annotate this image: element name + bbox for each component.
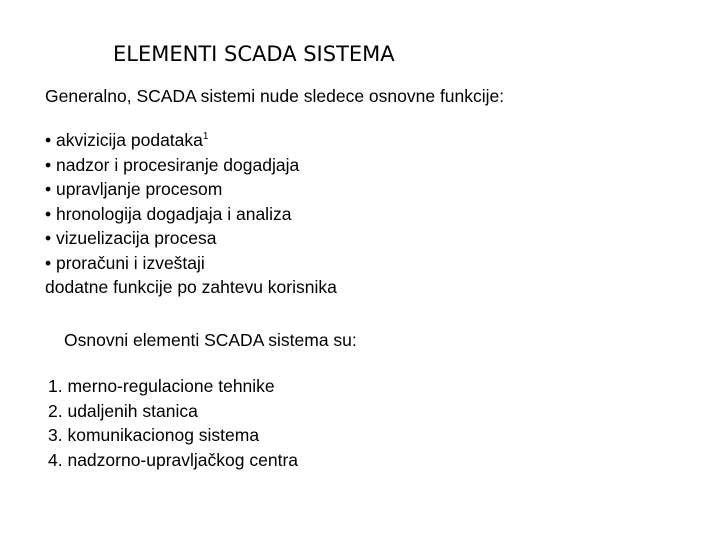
- list-item: • upravljanje procesom: [45, 179, 223, 199]
- functions-list: [45, 128, 299, 275]
- list-item-text: • akvizicija podataka: [45, 130, 203, 150]
- elements-list: [48, 374, 298, 472]
- footnote-marker: 1: [202, 131, 209, 142]
- list-item: • vizuelizacija procesa: [45, 228, 217, 248]
- list-item: • proračuni i izveštaji: [45, 252, 205, 273]
- extra-functions-text: dodatne funkcije po zahtevu korisnika: [45, 277, 337, 297]
- list-item: 2. udaljenih stanica: [48, 400, 198, 421]
- list-item: • hronologija dogadjaja i analiza: [45, 203, 292, 224]
- list-item: • nadzor i procesiranje dogadjaja: [45, 154, 300, 175]
- list-item: 3. komunikacionog sistema: [48, 425, 260, 445]
- elements-heading: Osnovni elementi SCADA sistema su:: [64, 330, 357, 350]
- list-item: [45, 128, 299, 153]
- intro-text: Generalno, SCADA sistemi nude sledece osnovne funkcije:: [45, 86, 505, 106]
- list-item: 4. nadzorno-upravljačkog centra: [48, 449, 299, 470]
- slide-title: ELEMENTI SCADA SISTEMA: [113, 42, 395, 66]
- list-item: 1. merno-regulacione tehnike: [48, 376, 275, 396]
